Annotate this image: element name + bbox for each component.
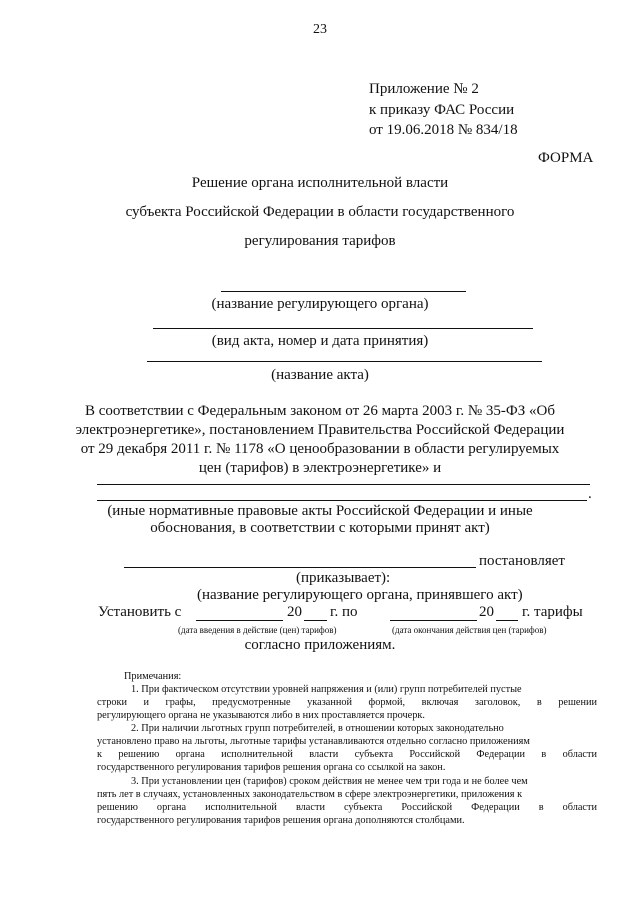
body-line-2: электроэнергетике», постановлением Правительства Российской Федерации [75, 422, 565, 438]
act-name-caption: (название акта) [271, 367, 369, 383]
decree-organ-line [124, 567, 476, 568]
end-date-line [390, 620, 477, 621]
note-1-line-1: 1. При фактическом отсутствии уровней напряжения и (или) групп потребителей пустые [131, 684, 522, 695]
tariffs-label: г. тарифы [522, 604, 583, 620]
end-year-line [496, 620, 518, 621]
other-acts-period: . [588, 486, 592, 502]
note-2-line-1: 2. При наличии льготных групп потребителей, в отношении которых законодательно [131, 723, 504, 734]
start-date-caption: (дата введения в действие (цен) тарифов) [178, 625, 337, 635]
regulator-name-caption: (название регулирующего органа) [211, 296, 429, 312]
start-year-prefix: 20 [287, 604, 302, 620]
end-date-caption: (дата окончания действия цен (тарифов) [392, 625, 547, 635]
act-name-line [147, 361, 542, 362]
note-3-line-1: 3. При установлении цен (тарифов) сроком действия не менее чем три года и не более чем [131, 776, 528, 787]
appendix-line-2: к приказу ФАС России [369, 102, 515, 118]
title-line-3: регулирования тарифов [244, 233, 396, 249]
other-acts-line-1 [97, 484, 590, 485]
note-3-line-4: государственного регулирования тарифов решения органа дополняются столбцами. [97, 815, 465, 826]
appendix-line-3: от 19.06.2018 № 834/18 [369, 122, 518, 138]
establish-label: Установить с [98, 604, 182, 620]
decree-postanovlyaet: постановляет [479, 553, 565, 569]
note-1-line-2: строки и графы, предусмотренные указанной формой, включая заголовок, в решении [97, 697, 597, 708]
body-line-4: цен (тарифов) в электроэнергетике» и [198, 460, 442, 476]
appendix-line-1: Приложение № 2 [369, 81, 479, 97]
act-kind-caption: (вид акта, номер и дата принятия) [211, 333, 429, 349]
other-acts-caption-2: обоснования, в соответствии с которыми принят акт) [150, 520, 490, 536]
per-appendix-label: согласно приложениям. [244, 637, 396, 653]
regulator-name-line [221, 291, 466, 292]
decree-prikazyvaet: (приказывает): [296, 570, 391, 586]
date-separator: г. по [330, 604, 358, 620]
note-1-line-3: регулирующего органа не указываются либо в них проставляется прочерк. [97, 710, 425, 721]
body-line-1: В соответствии с Федеральным законом от 26 марта 2003 г. № 35-ФЗ «Об [84, 403, 556, 419]
note-2-line-2: установлено право на льготы, льготные тарифы устанавливаются отдельно согласно приложениям [97, 736, 530, 747]
notes-heading: Примечания: [124, 671, 182, 682]
other-acts-caption-1: (иные нормативные правовые акты Российской Федерации и иные [107, 503, 533, 519]
start-date-line [196, 620, 283, 621]
act-kind-line [153, 328, 533, 329]
note-2-line-3: к решению органа исполнительной власти субъекта Российской Федерации в области [97, 749, 597, 760]
other-acts-line-2 [97, 500, 587, 501]
note-2-line-4: государственного регулирования тарифов решения органа со ссылкой на закон. [97, 762, 446, 773]
page-number: 23 [313, 22, 327, 37]
title-line-1: Решение органа исполнительной власти [191, 175, 449, 191]
start-year-line [304, 620, 327, 621]
note-3-line-2: пять лет в случаях, установленных законодательством в сфере электроэнергетики, приложения к [97, 789, 523, 800]
form-label: ФОРМА [538, 150, 594, 166]
end-year-prefix: 20 [479, 604, 494, 620]
decree-organ-caption: (название регулирующего органа, принявшего акт) [197, 587, 523, 603]
note-3-line-3: решению органа исполнительной власти субъекта Российской Федерации в области [97, 802, 597, 813]
body-line-3: от 29 декабря 2011 г. № 1178 «О ценообразовании в области регулируемых [80, 441, 560, 457]
title-line-2: субъекта Российской Федерации в области государственного [125, 204, 515, 220]
